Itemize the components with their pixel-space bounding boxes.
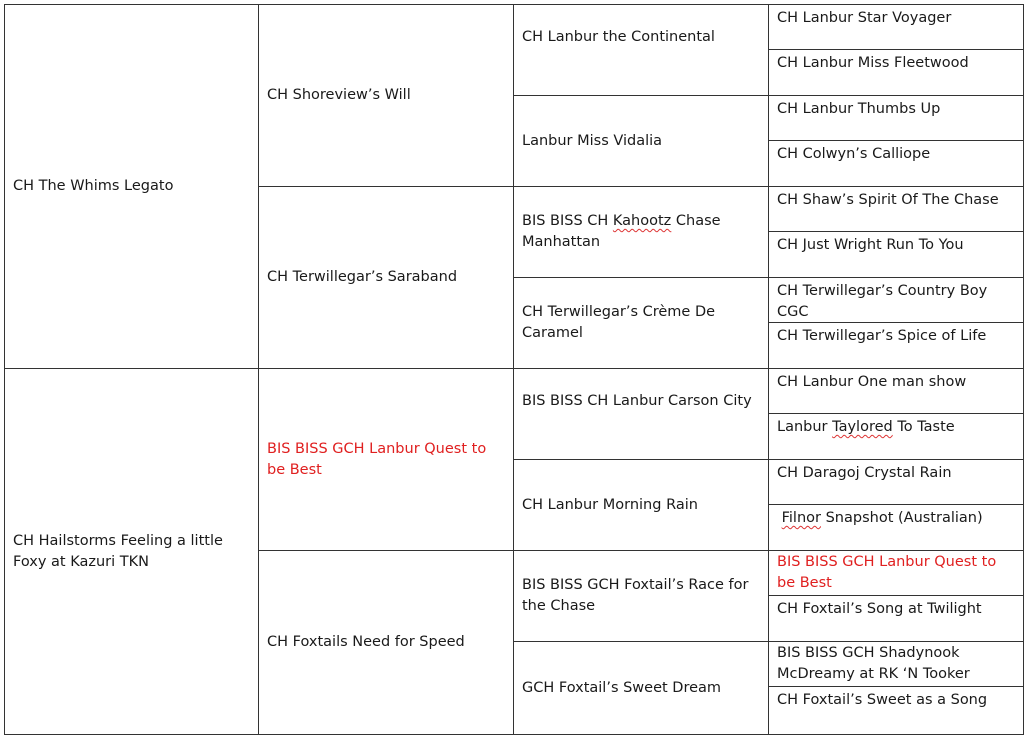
- pedigree-name: CH Foxtail’s Sweet as a Song: [777, 692, 988, 708]
- pedigree-cell-gen4: [768, 231, 1024, 278]
- pedigree-name: CH Lanbur Thumbs Up: [777, 101, 941, 117]
- pedigree-name: CH Lanbur the Continental: [522, 29, 715, 45]
- pedigree-cell-gen3: [513, 277, 769, 369]
- pedigree-name: CH Daragoj Crystal Rain: [777, 465, 952, 481]
- pedigree-cell-gen4: [768, 4, 1024, 50]
- pedigree-name: BIS BISS GCH Foxtail’s Race for the Chase: [522, 577, 749, 614]
- pedigree-name: CH Just Wright Run To You: [777, 237, 964, 253]
- pedigree-name: Lanbur Taylored To Taste: [777, 419, 955, 435]
- pedigree-cell-gen4: [768, 595, 1024, 642]
- pedigree-name: CH Foxtails Need for Speed: [267, 634, 465, 650]
- pedigree-cell-gen4: [768, 504, 1024, 551]
- pedigree-name: BIS BISS CH Kahootz Chase Manhattan: [522, 213, 721, 250]
- pedigree-name: BIS BISS GCH Shadynook McDreamy at RK ‘N Tooker: [777, 645, 970, 682]
- pedigree-cell-gen4: [768, 686, 1024, 735]
- pedigree-cell-gen4: [768, 368, 1024, 414]
- pedigree-name: CH Terwillegar’s Saraband: [267, 269, 458, 285]
- pedigree-name: CH Foxtail’s Song at Twilight: [777, 601, 982, 617]
- pedigree-name: CH Terwillegar’s Spice of Life: [777, 328, 987, 344]
- pedigree-name: GCH Foxtail’s Sweet Dream: [522, 679, 722, 696]
- pedigree-name: CH Terwillegar’s Country Boy CGC: [777, 283, 988, 320]
- pedigree-cell-gen3: [513, 368, 769, 460]
- pedigree-name: BIS BISS CH Lanbur Carson City: [522, 393, 752, 409]
- pedigree-name: BIS BISS GCH Lanbur Quest to be Best: [777, 554, 997, 591]
- pedigree-cell-gen4: [768, 277, 1024, 323]
- pedigree-cell-gen3: [513, 550, 769, 642]
- pedigree-cell-gen4-highlight: [768, 550, 1024, 596]
- pedigree-cell-gen3: [513, 641, 769, 735]
- pedigree-cell-gen2: [258, 186, 514, 369]
- pedigree-name: CH Colwyn’s Calliope: [777, 146, 931, 162]
- pedigree-name: BIS BISS GCH Lanbur Quest to be Best: [267, 440, 487, 478]
- pedigree-name: CH Shoreview’s Will: [267, 87, 411, 103]
- pedigree-cell-gen3: [513, 459, 769, 551]
- pedigree-cell-gen4: [768, 413, 1024, 460]
- pedigree-name: CH Lanbur Miss Fleetwood: [777, 55, 969, 71]
- pedigree-cell-gen4: [768, 95, 1024, 141]
- pedigree-name: CH Lanbur Morning Rain: [522, 496, 698, 513]
- pedigree-name: CH The Whims Legato: [13, 178, 174, 194]
- pedigree-cell-gen2-highlight: [258, 368, 514, 551]
- pedigree-name: Lanbur Miss Vidalia: [522, 132, 663, 149]
- pedigree-cell-gen4: [768, 140, 1024, 187]
- pedigree-name: CH Lanbur Star Voyager: [777, 10, 952, 26]
- pedigree-cell-gen4: [768, 49, 1024, 96]
- pedigree-cell-gen2: [258, 550, 514, 735]
- pedigree-cell-gen2: [258, 4, 514, 187]
- pedigree-name: CH Terwillegar’s Crème De Caramel: [522, 304, 716, 341]
- pedigree-cell-gen4: [768, 459, 1024, 505]
- pedigree-cell-gen3: [513, 4, 769, 96]
- pedigree-name: Filnor Snapshot (Australian): [781, 510, 983, 526]
- pedigree-cell-gen4: [768, 322, 1024, 369]
- pedigree-name: CH Hailstorms Feeling a little Foxy at Kazuri TKN: [13, 532, 223, 570]
- pedigree-cell-gen4: [768, 641, 1024, 687]
- pedigree-cell-gen3: [513, 95, 769, 187]
- pedigree-cell-gen3: [513, 186, 769, 278]
- pedigree-cell-gen4: [768, 186, 1024, 232]
- pedigree-name: CH Lanbur One man show: [777, 374, 967, 390]
- pedigree-sire: [4, 4, 259, 369]
- pedigree-name: CH Shaw’s Spirit Of The Chase: [777, 192, 999, 208]
- pedigree-dam: [4, 368, 259, 735]
